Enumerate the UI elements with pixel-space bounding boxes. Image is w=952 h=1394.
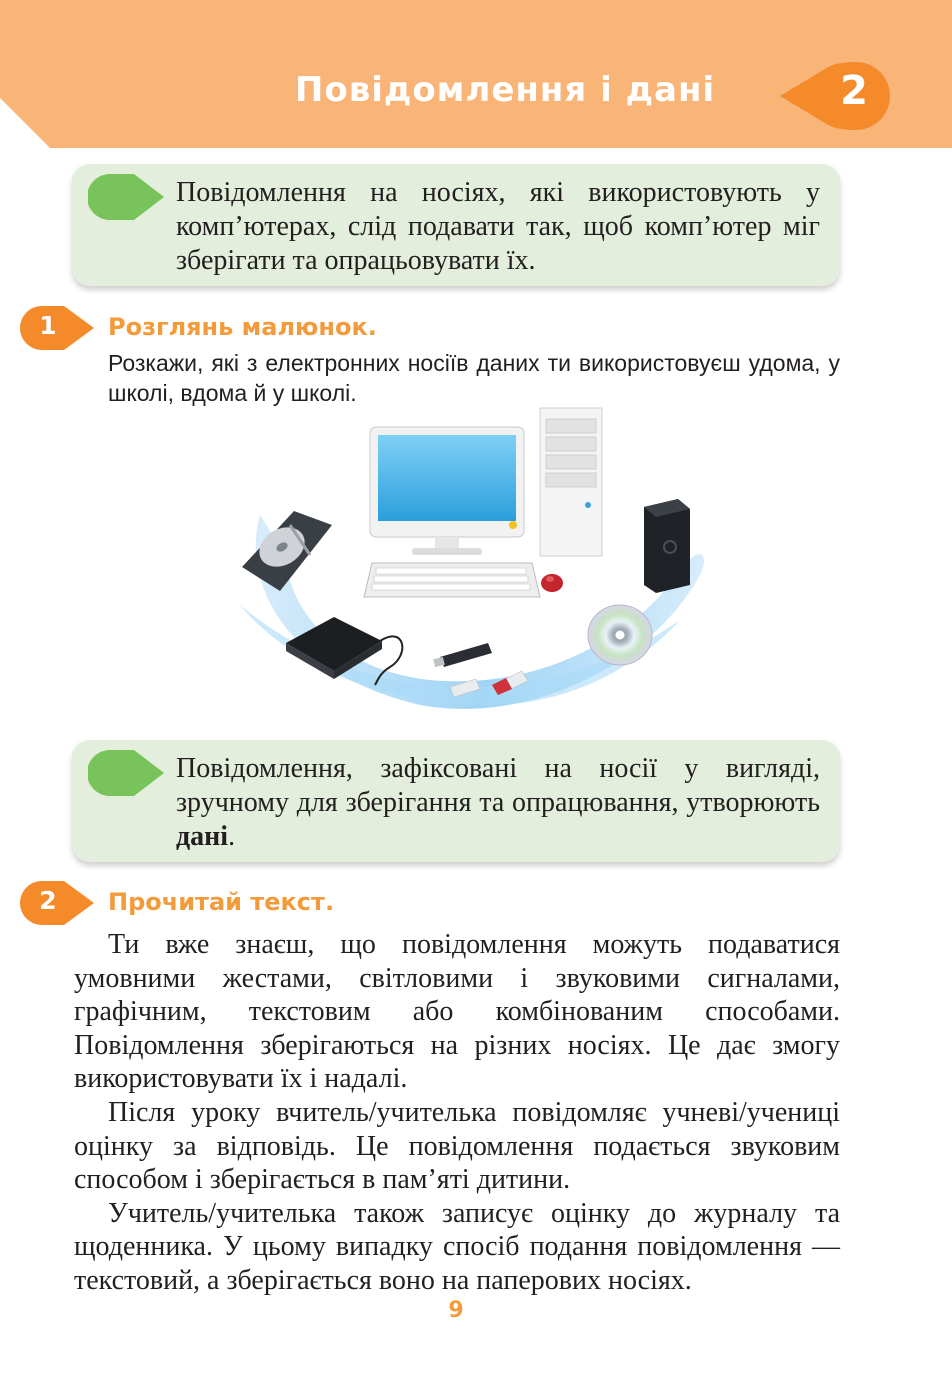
chapter-number: 2 bbox=[840, 68, 868, 114]
page-number: 9 bbox=[448, 1298, 464, 1323]
task-title: Прочитай текст. bbox=[108, 888, 335, 916]
task-description: Розкажи, які з електронних носіїв даних ти використовуєш удома, у школі, вдома й у школі. bbox=[108, 350, 840, 406]
green-arrow-marker-icon bbox=[88, 750, 164, 796]
monitor-icon bbox=[370, 427, 524, 555]
definition-text-end: . bbox=[228, 821, 236, 852]
definition-term: дані bbox=[176, 821, 229, 852]
system-unit-icon bbox=[540, 408, 602, 556]
keyboard-icon bbox=[364, 563, 540, 597]
external-hdd-icon bbox=[644, 499, 690, 593]
hard-drive-icon bbox=[242, 511, 332, 591]
task-number: 2 bbox=[39, 886, 57, 915]
green-arrow-marker-icon bbox=[88, 174, 164, 220]
task-badge bbox=[20, 881, 94, 925]
storage-devices-illustration bbox=[230, 405, 730, 720]
paragraph: Учитель/учителька також записує оцінку до журналу та щоденника. У цьому випадку спосіб подання повідомлення — текстовий, а зберігається воно на паперових носіях. bbox=[74, 1197, 840, 1296]
paragraph: Після уроку вчитель/учителька повідомляє учневі/учениці оцінку за відповідь. Це повідомлення подається звуковим способом і зберігається в пам’яті дитини. bbox=[74, 1096, 840, 1196]
reading-text bbox=[74, 928, 840, 1298]
chapter-badge bbox=[780, 62, 892, 130]
definition-box bbox=[72, 740, 840, 862]
optical-disc-icon bbox=[588, 605, 652, 665]
definition-text-part: Повідомлення, зафіксовані на носії у вигляді, зручному для зберігання та опрацювання, утворюють bbox=[176, 753, 820, 818]
task-badge bbox=[20, 306, 94, 350]
definition-text bbox=[176, 752, 820, 854]
paragraph: Ти вже знаєш, що повідомлення можуть подаватися умовними жестами, світловими і звуковими сигналами, графічним, текстовим або комбінованим способами. Повідомлення зберігаються на різних носіях. Це дає змогу використовувати їх і надалі. bbox=[74, 929, 840, 1095]
mouse-icon bbox=[541, 574, 563, 592]
task-number: 1 bbox=[39, 311, 57, 340]
task-title: Розглянь малюнок. bbox=[108, 313, 377, 341]
definition-box bbox=[72, 164, 840, 286]
definition-text: Повідомлення на носіях, які використовують у комп’ютерах, слід подавати так, щоб комп’ютер міг зберігати та опрацьовувати їх. bbox=[176, 177, 820, 276]
page-title: Повідомлення і дані bbox=[294, 70, 716, 110]
